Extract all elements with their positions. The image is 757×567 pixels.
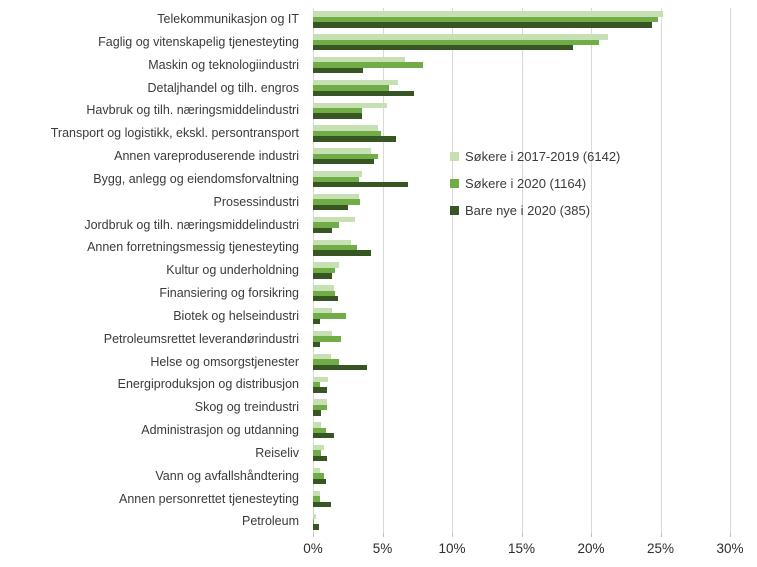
legend-label: Søkere i 2020 (1164) [465,176,587,191]
bar-series-2 [313,68,363,73]
chart-row [0,213,757,236]
category-label: Havbruk og tilh. næringsmiddelindustri [86,103,299,118]
category-label: Helse og omsorgstjenester [150,354,299,369]
legend-swatch-light-green [450,152,459,161]
bar-series-2 [313,410,321,415]
bar-series-2 [313,136,396,141]
x-axis-label: 20% [577,541,605,556]
bar-series-2 [313,502,331,507]
x-axis-label: 25% [646,541,675,556]
legend-label: Søkere i 2017-2019 (6142) [465,149,621,164]
legend-item-2017-2019 [450,143,620,170]
bar-series-2 [313,365,367,370]
category-label: Bygg, anlegg og eiendomsforvaltning [93,171,299,186]
chart-row [0,191,757,214]
chart-row [0,168,757,191]
bar-series-2 [313,91,414,96]
chart-row [0,350,757,373]
category-label: Faglig og vitenskapelig tjenesteyting [98,34,299,49]
category-label: Vann og avfallshåndtering [155,468,299,483]
chart-row [0,122,757,145]
x-axis-label: 30% [716,541,744,556]
chart-row [0,76,757,99]
bar-group [313,399,327,415]
chart-row [0,282,757,305]
axis-tick [591,533,592,537]
bar-group [313,11,663,27]
bar-group [313,34,608,50]
bar-series-2 [313,113,362,118]
chart-row [0,54,757,77]
chart-row [0,510,757,533]
bar-series-2 [313,205,348,210]
category-label: Annen forretningsmessig tjenesteyting [87,240,299,255]
bar-group [313,125,396,141]
bar-series-2 [313,45,573,50]
bar-group [313,445,327,461]
category-label: Reiseliv [255,445,299,460]
category-label: Annen personrettet tjenesteyting [119,491,299,506]
category-label: Biotek og helseindustri [173,308,299,323]
bar-series-2 [313,524,319,529]
x-axis-label: 15% [507,541,536,556]
category-label: Administrasjon og utdanning [141,423,299,438]
category-label: Energiproduksjon og distribusjon [117,377,299,392]
bar-group [313,354,367,370]
chart-row [0,145,757,168]
bar-group [313,422,334,438]
bar-series-2 [313,479,326,484]
category-label: Jordbruk og tilh. næringsmiddelindustri [84,217,299,232]
x-axis-label: 10% [438,541,466,556]
bar-group [313,514,319,530]
bar-group [313,262,339,278]
bar-group [313,468,326,484]
bar-series-2 [313,182,408,187]
bar-series-2 [313,387,327,392]
category-label: Kultur og underholdning [166,263,299,278]
axis-tick [661,533,662,537]
chart-rows [0,8,757,533]
axis-tick [383,533,384,537]
bar-series-2 [313,319,320,324]
chart-row [0,328,757,351]
chart-row [0,465,757,488]
bar-group [313,148,378,164]
legend-swatch-medium-green [450,179,459,188]
bar-group [313,491,331,507]
bar-group [313,80,414,96]
category-label: Annen vareproduserende industri [114,149,299,164]
chart-row [0,373,757,396]
bar-series-2 [313,22,652,27]
axis-tick [730,533,731,537]
x-axis-label: 0% [303,541,323,556]
bar-series-2 [313,159,374,164]
bar-series-2 [313,433,334,438]
bar-group [313,331,341,347]
axis-tick [522,533,523,537]
bar-series-2 [313,228,332,233]
bar-group [313,217,355,233]
chart-row [0,487,757,510]
bar-series-2 [313,456,327,461]
category-label: Prosessindustri [213,194,299,209]
category-label: Maskin og teknologiindustri [148,57,299,72]
chart-row [0,396,757,419]
chart-row [0,259,757,282]
legend-swatch-dark-green [450,206,459,215]
x-axis-label: 5% [372,541,393,556]
legend-item-bare-nye-2020 [450,197,620,224]
axis-tick [313,533,314,537]
bar-group [313,194,360,210]
bar-series-2 [313,342,320,347]
category-label: Petroleumsrettet leverandørindustri [103,331,299,346]
bar-group [313,57,423,73]
category-label: Finansiering og forsikring [159,286,299,301]
category-label: Skog og treindustri [194,400,299,415]
bar-group [313,240,371,256]
legend-item-2020 [450,170,620,197]
bar-series-2 [313,250,371,255]
chart-row [0,305,757,328]
bar-series-2 [313,296,338,301]
chart-row [0,8,757,31]
legend [450,143,620,224]
chart-row [0,442,757,465]
chart-row [0,236,757,259]
legend-label: Bare nye i 2020 (385) [465,203,591,218]
bar-group [313,377,328,393]
bar-group [313,103,387,119]
bar-group [313,308,346,324]
category-label: Transport og logistikk, ekskl. persontransport [50,126,299,141]
category-label: Petroleum [242,514,299,529]
bar-group [313,171,408,187]
category-label: Detaljhandel og tilh. engros [147,80,299,95]
category-label: Telekommunikasjon og IT [157,12,299,27]
chart-row [0,31,757,54]
axis-tick [452,533,453,537]
bar-group [313,285,338,301]
chart-row [0,419,757,442]
chart-row [0,99,757,122]
bar-series-2 [313,273,332,278]
